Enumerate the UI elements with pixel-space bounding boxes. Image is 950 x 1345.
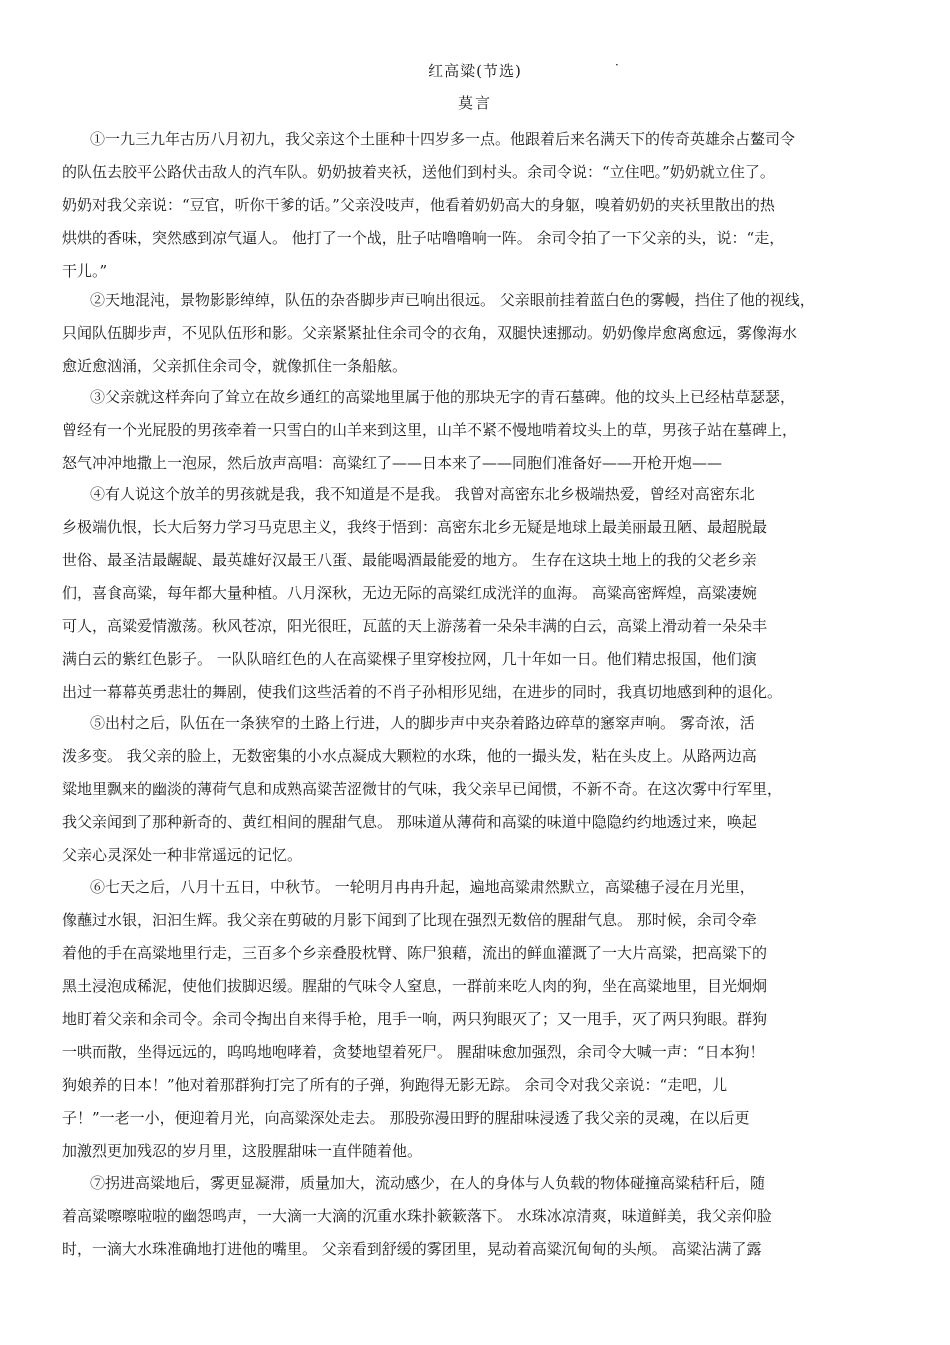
title-text: 红高粱(节选) — [428, 62, 522, 80]
paragraph-6 — [62, 871, 767, 1168]
text-line: ②天地混沌，景物影影绰绰，队伍的杂沓脚步声已响出很远。 父亲眼前挂着蓝白色的雾幔，挡住了他的视线， — [90, 291, 815, 309]
paragraph-4 — [62, 478, 782, 709]
text-line: 着他的手在高粱地里行走，三百多个乡亲叠股枕臂、陈尸狼藉，流出的鲜血灌溉了一大片高粱，把高粱下的 — [62, 944, 768, 962]
text-line: 世俗、最圣洁最龌龊、最英雄好汉最王八蛋、最能喝酒最能爱的地方。 生存在这块土地上的我的父老乡亲 — [62, 551, 757, 569]
text-line: 干儿。” — [62, 262, 108, 280]
text-line: ⑥七天之后，八月十五日，中秋节。 一轮明月冉冉升起，遍地高粱肃然默立，高粱穗子浸在月光里， — [90, 878, 755, 896]
text-line: 可人，高粱爱情激荡。秋风苍凉，阳光很旺，瓦蓝的天上游荡着一朵朵丰满的白云，高粱上滑动着一朵朵丰 — [62, 617, 768, 635]
text-line: 烘烘的香味，突然感到凉气逼人。 他打了一个战，肚子咕噜噜响一阵。 余司令拍了一下父亲的头，说：“走， — [62, 229, 785, 247]
text-line: 怒气冲冲地撒上一泡尿，然后放声高唱：高粱红了——日本来了——同胞们准备好——开枪开炮—— — [62, 454, 723, 472]
text-line: ④有人说这个放羊的男孩就是我，我不知道是不是我。 我曾对高密东北乡极端热爱，曾经对高密东北 — [90, 485, 755, 503]
text-line: 父亲心灵深处一种非常遥远的记忆。 — [62, 846, 303, 864]
text-line: 地盯着父亲和余司令。余司令掏出自来得手枪，甩手一响，两只狗眼灭了；又一甩手，灭了两只狗眼。群狗 — [62, 1010, 768, 1028]
paragraph-2 — [62, 284, 815, 383]
text-line: 我父亲闻到了那种新奇的、黄红相间的腥甜气息。 那味道从薄荷和高粱的味道中隐隐约约地透过来，唤起 — [62, 813, 757, 831]
text-line: 子！”一老一小，便迎着月光，向高粱深处走去。 那股弥漫田野的腥甜味浸透了我父亲的灵魂，在以后更 — [62, 1109, 750, 1127]
text-line: 着高粱嚓嚓啦啦的幽怨鸣声，一大滴一大滴的沉重水珠扑簌簌落下。 水珠冰凉清爽，味道鲜美，我父亲仰脸 — [62, 1207, 772, 1225]
text-line: ①一九三九年古历八月初九，我父亲这个土匪种十四岁多一点。他跟着后来名满天下的传奇英雄余占鳌司令 — [90, 130, 796, 148]
text-line: 奶奶对我父亲说：“豆官，听你干爹的话。”父亲没吱声，他看着奶奶高大的身躯，嗅着奶奶的夹袄里散出的热 — [62, 196, 775, 214]
author-name: 莫言 — [457, 94, 492, 112]
stray-dot: · — [615, 58, 620, 72]
text-line: 曾经有一个光屁股的男孩牵着一只雪白的山羊来到这里，山羊不紧不慢地啃着坟头上的草，男孩子站在墓碑上， — [62, 421, 798, 439]
paragraph-3 — [62, 381, 797, 480]
paragraph-5 — [62, 707, 782, 872]
text-line: 泼多变。 我父亲的脸上，无数密集的小水点凝成大颗粒的水珠，他的一撮头发，粘在头皮上。从路两边高 — [62, 747, 757, 765]
text-line: 满白云的紫红色影子。 一队队暗红色的人在高粱棵子里穿梭拉网，几十年如一日。他们精忠报国，他们演 — [62, 650, 757, 668]
text-line: 们，喜食高粱，每年都大量种植。八月深秋，无边无际的高粱红成洸洋的血海。 高粱高密辉煌，高粱凄婉 — [62, 584, 757, 602]
text-line: 乡极端仇恨，长大后努力学习马克思主义，我终于悟到：高密东北乡无疑是地球上最美丽最丑陋、最超脱最 — [62, 518, 768, 536]
text-line: 只闻队伍脚步声，不见队伍形和影。父亲紧紧扯住余司令的衣角，双腿快速挪动。奶奶像岸愈离愈远，雾像海水 — [62, 324, 798, 342]
text-line: 狗娘养的日本！”他对着那群狗打完了所有的子弹，狗跑得无影无踪。 余司令对我父亲说：“走吧，儿 — [62, 1076, 728, 1094]
paragraph-7 — [62, 1167, 772, 1266]
text-line: ⑤出村之后，队伍在一条狭窄的土路上行进，人的脚步声中夹杂着路边碎草的窸窣声响。 雾奇浓，活 — [90, 714, 755, 732]
text-line: 一哄而散，坐得远远的，呜呜地咆哮着，贪婪地望着死尸。 腥甜味愈加强烈，余司令大喊一声：“日本狗！ — [62, 1043, 765, 1061]
article-title — [0, 60, 950, 81]
paragraph-1 — [62, 123, 795, 288]
text-line: 时，一滴大水珠准确地打进他的嘴里。 父亲看到舒缓的雾团里，晃动着高粱沉甸甸的头颅。 高粱沾满了露 — [62, 1240, 762, 1258]
text-line: 黑土浸泡成稀泥，使他们拔脚迟缓。腥甜的气味令人窒息，一群前来吃人肉的狗，坐在高粱地里，目光炯炯 — [62, 977, 768, 995]
text-line: 像蘸过水银，汩汩生辉。我父亲在剪破的月影下闻到了比现在强烈无数倍的腥甜气息。 那时候，余司令牵 — [62, 911, 757, 929]
text-line: 愈近愈汹涌，父亲抓住余司令，就像抓住一条船舷。 — [62, 357, 408, 375]
text-line: 出过一幕幕英勇悲壮的舞剧，使我们这些活着的不肖子孙相形见绌，在进步的同时，我真切地感到种的退化。 — [62, 683, 783, 701]
text-line: ③父亲就这样奔向了耸立在故乡通红的高粱地里属于他的那块无字的青石墓碑。他的坟头上已经枯草瑟瑟， — [90, 388, 796, 406]
text-line: 的队伍去胶平公路伏击敌人的汽车队。奶奶披着夹袄，送他们到村头。余司令说：“立住吧。”奶奶就立住了。 — [62, 163, 775, 181]
text-line: ⑦拐进高粱地后，雾更显凝滞，质量加大，流动感少，在人的身体与人负载的物体碰撞高粱秸秆后，随 — [90, 1174, 766, 1192]
text-line: 粱地里飘来的幽淡的薄荷气息和成熟高粱苦涩微甘的气味，我父亲早已闻惯，不新不奇。在这次雾中行军里， — [62, 780, 783, 798]
text-line: 加激烈更加残忍的岁月里，这股腥甜味一直伴随着他。 — [62, 1142, 423, 1160]
